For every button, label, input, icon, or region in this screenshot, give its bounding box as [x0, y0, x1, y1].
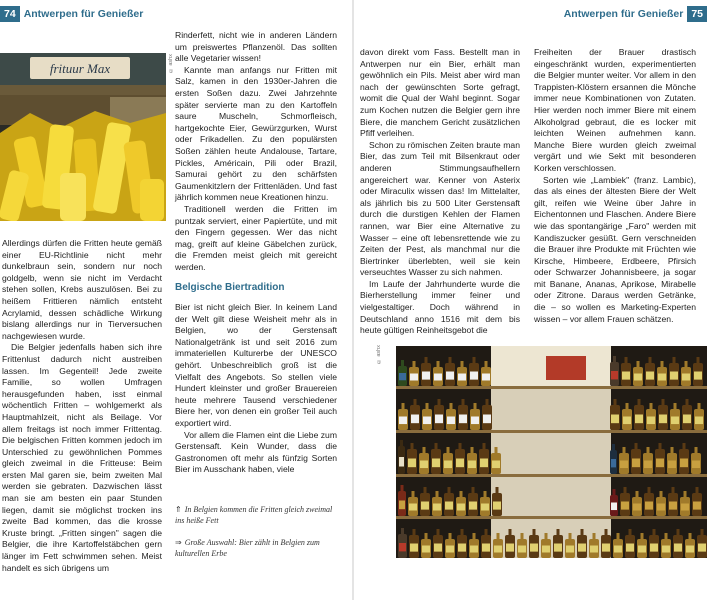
- bottle-neck: [673, 357, 676, 364]
- bottle-neck: [617, 533, 620, 540]
- bottle-label: [611, 503, 617, 511]
- bottle-label: [483, 415, 491, 424]
- bottle-neck: [581, 529, 584, 536]
- bottle-label: [399, 373, 406, 380]
- bottle-label: [645, 502, 653, 510]
- paragraph: Sorten wie „Lambiek" (franz. Lambic), das als eines der ältesten Biere der Welt gilt, reifen wie Weine über Jahre in Eichentonnen und Flaschen. Andere Biere wie das spontangärige „Faro" werden mit Kandiszucker gesüßt. Gern verschneiden die Brauer ihre Produkte mit Früchten wie Kirsche, Himbeere, Erdbeere, Pfirsich oder Schwarzer Johannisbeere, ja sogar mit Banane, Ananas, Aprikose, Mirabelle oder Zitrone. Daraus werden Getränke, die – so wollen es Marketing-Experten wissen – vor allem Frauen schätzen.: [534, 174, 696, 324]
- paragraph: Bier ist nicht gleich Bier. In keinem Land der Welt gilt diese Weisheit mehr als in Belgien, wo der Gerstensaft Nationalgetränk ist und seit 2016 zum immateriellen Kulturerbe der UNESCO gehört. Unbeschreiblich groß ist die Vielfalt des Angebots. So stellen viele Hundert kleinster und großer Brauereien heute mehrere Tausend verschiedener Biere her, von denen ein großer Teil auch exportiert wird.: [175, 302, 337, 428]
- right-column-2: [534, 47, 696, 325]
- bottle-label: [634, 374, 642, 381]
- bottle-label: [542, 546, 550, 553]
- photo-credit: © ashx: [168, 54, 174, 74]
- bottle-neck: [613, 356, 616, 363]
- bottle-neck: [448, 487, 451, 494]
- bottle-label: [468, 461, 476, 469]
- bottle-neck: [460, 491, 463, 498]
- photo-credit: © ashx: [376, 345, 382, 365]
- bottle-neck: [697, 357, 700, 364]
- bottle-label: [518, 546, 526, 553]
- bottle-label: [698, 544, 706, 552]
- left-column-1: [2, 238, 162, 574]
- bottle-label: [611, 459, 616, 467]
- bottle-label: [444, 461, 452, 469]
- paragraph: Kannte man anfangs nur Fritten mit Salz, kamen in den 1930er-Jahren die ersten Soßen dazu. Zwei Jahrzehnte später servierte man zu den Kartoffeln saure Muscheln, Schmorfleisch, hartgekochte Eier, Gewürzgurken, Wurst oder Frikadellen. Zu den populärsten Soßen zählen heute Andalouse, Tartare, Pickles, Américain, Pili oder Brazil, Samurai gehört zu den schärfsten Gaumenkitzlern der Frittenläden. Und fast jährlich kommen neue Kreationen hinzu.: [175, 64, 337, 203]
- bottle-neck: [484, 491, 487, 498]
- bottle-label: [446, 372, 454, 380]
- paragraph: Die Belgier jedenfalls haben sich ihre Frittenlust dadurch nicht austreiben lassen. Im Gegenteil! Jede zweite Familie, so wollen Umfragen herausgefunden haben, isst einmal wöchentlich Fritten – wohlgemerkt als Hauptmahlzeit, nicht als Beilage. Vor allem freitags ist noch immer Frittentag. Die belgischen Fritten kommen jedoch im Unterschied zu gewöhnlichen Pommes gleich zweimal in die Fritteuse: Beim ersten Mal garen sie, beim zweiten Mal werden sie gebraten. Dazwischen lässt man sie am besten ein paar Stunden liegen, damit sie möglichst trocken ins zweite Bad kommen, das die krosse Kruste bringt. „Fritten singen" sagen die Belgier, die ihre Kartoffelstäbchen gern länger im Fett schwimmen sehen. Meist handelt es sich übrigens um: [2, 342, 162, 573]
- bottle-neck: [509, 529, 512, 536]
- bottle-neck: [674, 403, 677, 410]
- bottle-label: [650, 544, 658, 552]
- bottle-label: [433, 504, 441, 511]
- bottle-neck: [698, 403, 701, 410]
- bottle-label: [456, 459, 464, 468]
- bottle-label: [399, 543, 406, 551]
- bottle-label: [658, 374, 666, 381]
- paragraph: Schon zu römischen Zeiten braute man Bier, das zum Teil mit Bilsenkraut oder anderen Stimmungsaufhellern angereichert war. Kenner von Asterix oder Miraculix wissen das! Im Mittelalter, als jährlich bis zu 500 Liter Gerstensaft durch die durstigen Kehlen der Flamen rannen, war Bier eine Alternative zu Wasser – eine oft lebensrettende wie zu Zeiten der Pest, als manchmal nur die Biertrinker überlebten, weil sie kein verseuchtes Wasser zu sich nahmen.: [360, 139, 520, 278]
- bottle-neck: [624, 487, 627, 494]
- bottle-label: [647, 417, 655, 425]
- bottle-label: [408, 459, 416, 468]
- bottle-label: [434, 374, 442, 381]
- bottle-label: [481, 504, 489, 511]
- bottle-label: [621, 502, 629, 510]
- bottle-neck: [412, 491, 415, 498]
- bottle-label: [482, 374, 490, 381]
- bottle-neck: [533, 529, 536, 536]
- bottle-neck: [521, 533, 524, 540]
- bottle-label: [670, 372, 678, 380]
- bottle-neck: [662, 399, 665, 406]
- bottle-neck: [437, 361, 440, 368]
- right-page: [354, 0, 707, 600]
- bottle-label: [674, 544, 682, 552]
- bottle-label: [471, 417, 479, 425]
- bottle-label: [432, 459, 440, 468]
- bottle-label: [493, 502, 501, 510]
- bottle-neck: [672, 487, 675, 494]
- bottle-label: [646, 372, 654, 380]
- bottle-label: [469, 502, 477, 510]
- bottle-neck: [449, 533, 452, 540]
- caption-arrow-icon: ⇒: [175, 538, 182, 547]
- shop-sign-text: frituur Max: [49, 61, 111, 76]
- bottle-label: [635, 415, 643, 424]
- bottle-neck: [636, 491, 639, 498]
- bottle-neck: [613, 489, 616, 496]
- bottle-neck: [459, 443, 462, 450]
- caption-text: Große Auswahl: Bier zählt in Belgien zum kulturellen Erbe: [175, 538, 320, 558]
- paragraph: Rinderfett, nicht wie in anderen Ländern um preiswertes Pflanzenöl. Das sollten alle Vegetarier wissen!: [175, 30, 337, 64]
- bottle-neck: [447, 447, 450, 454]
- bottle-label: [435, 415, 443, 424]
- bottle-neck: [569, 533, 572, 540]
- bottle-label: [399, 457, 404, 467]
- bottle-label: [420, 461, 428, 469]
- bottle-label: [458, 374, 466, 381]
- bottle-neck: [686, 399, 689, 406]
- bottle-label: [421, 502, 429, 510]
- bottle-neck: [650, 403, 653, 410]
- bottle-neck: [677, 529, 680, 536]
- bottle-neck: [401, 360, 404, 367]
- bottle-label: [669, 502, 677, 510]
- bottle-label: [578, 544, 586, 552]
- bottle-label: [506, 544, 514, 552]
- bottle-label: [470, 372, 478, 380]
- bottle-label: [590, 546, 598, 553]
- bottle-neck: [437, 529, 440, 536]
- bottle-neck: [471, 447, 474, 454]
- bottle-neck: [400, 440, 403, 447]
- bottle-neck: [614, 399, 617, 406]
- bottle-label: [622, 372, 630, 380]
- bottle-label: [680, 459, 688, 468]
- bottle-neck: [411, 443, 414, 450]
- bottle-neck: [593, 533, 596, 540]
- bottle-neck: [641, 533, 644, 540]
- bottle-label: [446, 546, 454, 553]
- bottle-neck: [647, 447, 650, 454]
- bottle-label: [492, 461, 500, 469]
- bottle-neck: [473, 533, 476, 540]
- bottle-label: [447, 417, 455, 425]
- fries-photo: [0, 53, 166, 221]
- bottle-label: [494, 546, 502, 553]
- bottle-label: [686, 546, 694, 553]
- left-column-2: [175, 30, 337, 476]
- bottle-neck: [637, 361, 640, 368]
- bottle-label: [633, 504, 641, 511]
- bottle-label: [683, 415, 691, 424]
- paragraph: Traditionell werden die Fritten im puntzak serviert, einer Papiertüte, und mit den Fingern gegessen. Wer das nicht mag, greift auf kleine Gäbelchen zurück, die Fremden meist gleich mit gereicht werden.: [175, 203, 337, 272]
- bottle-neck: [435, 443, 438, 450]
- bottle-label: [657, 504, 665, 511]
- bottle-neck: [401, 528, 404, 535]
- bottle-label: [399, 417, 407, 425]
- caption-fries: [175, 505, 335, 526]
- bottle-neck: [485, 529, 488, 536]
- bottle-neck: [413, 361, 416, 368]
- bottle-label: [692, 461, 700, 469]
- bottle-neck: [461, 529, 464, 536]
- bottle-neck: [557, 529, 560, 536]
- bottle-label: [399, 501, 405, 510]
- left-page-header: [0, 6, 147, 22]
- bottle-neck: [659, 443, 662, 450]
- bottle-neck: [660, 491, 663, 498]
- bottle-label: [482, 544, 490, 552]
- caption-beer: [175, 538, 335, 559]
- bottle-neck: [605, 529, 608, 536]
- bottle-neck: [413, 529, 416, 536]
- bottle-neck: [473, 357, 476, 364]
- bottle-neck: [612, 444, 615, 451]
- bottle-label: [671, 417, 679, 425]
- bottle-label: [409, 504, 417, 511]
- bottle-neck: [625, 357, 628, 364]
- bottle-neck: [665, 533, 668, 540]
- bottle-label: [422, 372, 430, 380]
- bottle-label: [668, 461, 676, 469]
- bottle-neck: [635, 443, 638, 450]
- bottle-neck: [626, 403, 629, 410]
- bottle-neck: [661, 361, 664, 368]
- bottle-neck: [436, 491, 439, 498]
- bottle-neck: [414, 399, 417, 406]
- right-column-1: [360, 47, 520, 337]
- bottle-label: [623, 417, 631, 425]
- bottle-label: [602, 544, 610, 552]
- bottle-label: [659, 415, 667, 424]
- paragraph: Freiheiten der Brauer drastisch eingeschränkt wurden, experimentierten die Belgier munter weiter. Vor allem in den Trappisten-Klöstern ersannen die Mönche immer neue Kombinationen von Zutaten. Hier werden noch immer Biere mit einem Alkoholgrad gebraut, die es locker mit leichten Weinen aufnehmen kann. Manche Biere wurden gleich zweimal vergärt und wie Sekt mit besonderen Korken verschlossen.: [534, 47, 696, 173]
- bottle-neck: [425, 357, 428, 364]
- bottle-label: [434, 544, 442, 552]
- bottle-neck: [623, 447, 626, 454]
- bottle-label: [530, 544, 538, 552]
- bottle-label: [626, 544, 634, 552]
- bottle-neck: [438, 399, 441, 406]
- running-title: Antwerpen für Genießer: [563, 8, 684, 20]
- bottle-label: [470, 546, 478, 553]
- bottle-label: [445, 502, 453, 510]
- left-page: [0, 0, 353, 600]
- beer-shelves-photo: [396, 346, 707, 558]
- paragraph: Allerdings dürfen die Fritten heute gemäß einer EU-Richtlinie nicht mehr dunkelbraun sein, sondern nur noch goldgelb, wenn sie nicht im Verdacht stehen sollen, Krebs auszulösen. Bei zu heißem Frittieren nämlich entsteht Acrylamid, dessen schädliche Wirkung bislang allerdings nur in Tierversuchen nachgewiesen wurde.: [2, 238, 162, 341]
- bottle-label: [632, 459, 640, 468]
- bottle-neck: [653, 529, 656, 536]
- bottle-neck: [497, 533, 500, 540]
- bottle-label: [662, 546, 670, 553]
- bottle-label: [458, 544, 466, 552]
- bottle-neck: [495, 447, 498, 454]
- bottle-label: [681, 504, 689, 511]
- bottle-neck: [426, 403, 429, 410]
- bottle-label: [410, 544, 418, 552]
- bottle-neck: [483, 443, 486, 450]
- bottle-neck: [461, 361, 464, 368]
- bottle-neck: [629, 529, 632, 536]
- section-heading: Belgische Biertradition: [175, 282, 285, 294]
- bottle-neck: [683, 443, 686, 450]
- bottle-neck: [462, 399, 465, 406]
- bottle-neck: [696, 487, 699, 494]
- bottle-neck: [402, 403, 405, 410]
- right-page-header: [560, 6, 707, 22]
- bottle-neck: [496, 487, 499, 494]
- bottle-neck: [689, 533, 692, 540]
- bottle-neck: [424, 487, 427, 494]
- bottle-neck: [638, 399, 641, 406]
- paragraph: Im Laufe der Jahrhunderte wurde die Bierherstellung immer feiner und vielgestaltiger. Doch während in Deutschland anno 1516 mit dem bis heute gültigen Reinheitsgebot die: [360, 278, 520, 336]
- bottle-label: [694, 372, 702, 380]
- bottle-label: [423, 417, 431, 425]
- bottle-label: [638, 546, 646, 553]
- bottle-label: [459, 415, 467, 424]
- bottle-neck: [425, 533, 428, 540]
- bottle-neck: [449, 357, 452, 364]
- bottle-neck: [685, 361, 688, 368]
- caption-text: In Belgien kommen die Fritten gleich zweimal ins heiße Fett: [175, 505, 333, 525]
- bottle-label: [695, 417, 703, 425]
- bottle-label: [656, 459, 664, 468]
- bottle-neck: [486, 399, 489, 406]
- page-number: 75: [687, 6, 707, 22]
- bottle-neck: [695, 447, 698, 454]
- bottle-neck: [671, 447, 674, 454]
- bottle-label: [457, 504, 465, 511]
- bottle-neck: [472, 487, 475, 494]
- caption-arrow-icon: ⇑: [175, 505, 182, 514]
- bottle-neck: [545, 533, 548, 540]
- paragraph: davon direkt vom Fass. Bestellt man in Antwerpen nur ein Bier, erhält man gewöhnlich ein Pils. Meist aber wird man nach der gewünschten Sorte gefragt, womit die Qual der Wahl beginnt. Sogar zum Kochen nutzen die Belgier gern ihre Biere, die manchem Gericht zusätzlichen Pfiff verleihen.: [360, 47, 520, 139]
- paragraph: Vor allem die Flamen eint die Liebe zum Gerstensaft. Kein Wunder, dass die Gastronomen oft mehr als fünfzig Sorten Bier im Ausschank haben, viele: [175, 429, 337, 475]
- page-number: 74: [0, 6, 20, 22]
- bottle-label: [611, 415, 619, 424]
- bottle-label: [554, 544, 562, 552]
- bottle-label: [693, 502, 701, 510]
- bottle-label: [411, 415, 419, 424]
- running-title: Antwerpen für Genießer: [23, 8, 144, 20]
- bottle-neck: [684, 491, 687, 498]
- bottle-neck: [401, 485, 404, 492]
- bottle-neck: [701, 529, 704, 536]
- bottle-label: [480, 459, 488, 468]
- bottle-label: [422, 546, 430, 553]
- bottle-neck: [450, 403, 453, 410]
- bottle-label: [682, 374, 690, 381]
- bottle-label: [566, 546, 574, 553]
- bottle-label: [410, 374, 418, 381]
- bottle-label: [614, 546, 622, 553]
- bottle-label: [611, 371, 618, 379]
- bottle-neck: [474, 403, 477, 410]
- bottle-label: [644, 461, 652, 469]
- bottle-label: [620, 461, 628, 469]
- bottle-neck: [649, 357, 652, 364]
- bottle-neck: [423, 447, 426, 454]
- bottle-neck: [485, 361, 488, 368]
- bottle-neck: [648, 487, 651, 494]
